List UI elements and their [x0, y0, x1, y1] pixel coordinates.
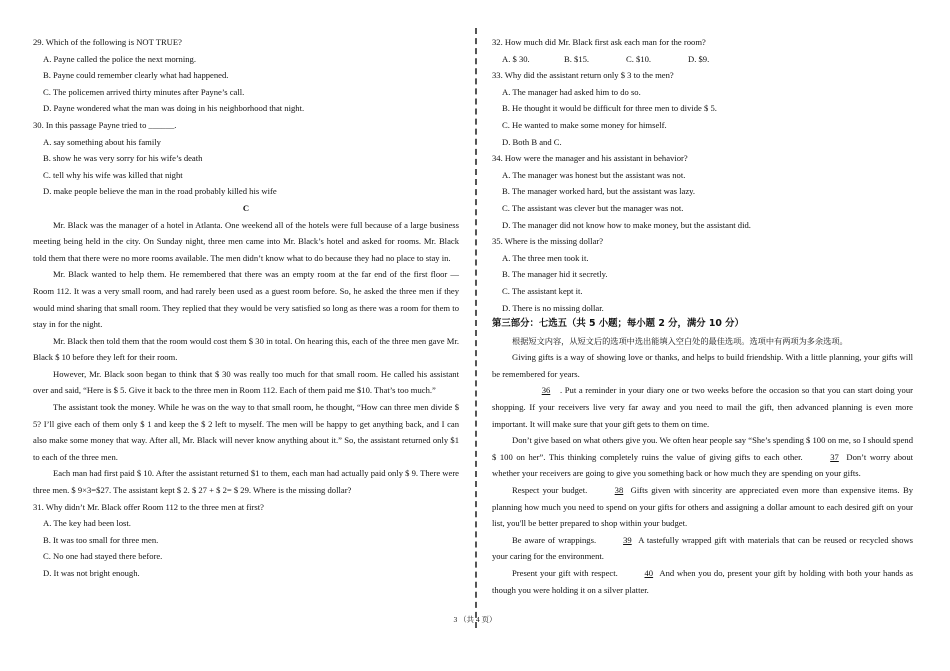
question-35: 35. Where is the missing dollar? [492, 236, 604, 247]
option: C. The policemen arrived thirty minutes after Payne’s call. [43, 86, 245, 97]
option: C. The assistant kept it. [502, 285, 583, 296]
option: A. The manager was honest but the assistant was not. [502, 169, 686, 180]
option: B. $15. [564, 53, 590, 64]
passage-paragraph: Respect your budget. 38 Gifts given with sincerity are appreciated even more than expensive items. By planning how much you need to spend on your gifts for others and assigning a dollar amount to each desired gift on your list, you'll be better prepared to shop within your budget. [492, 482, 913, 532]
option: A. $ 30. [502, 53, 530, 64]
option: C. No one had stayed there before. [43, 551, 163, 562]
blank-39[interactable]: 39 [623, 534, 632, 545]
blank-40[interactable]: 40 [644, 568, 654, 578]
option: D. It was not bright enough. [43, 568, 140, 578]
question-29: 29. Which of the following is NOT TRUE? [33, 37, 182, 47]
section-heading-c: C [242, 202, 250, 213]
option: A. The three men took it. [502, 252, 589, 263]
option: D. make people believe the man in the road probably killed his wife [43, 186, 277, 197]
option: D. There is no missing dollar. [502, 302, 604, 313]
passage-paragraph: Don’t give based on what others give you. We often hear people say “She’s spending $ 100 on me, so I should spend $ 100 on her”. This thinking completely ruins the value of giving gifts to each other. 37 Don’t worry about whether your receivers are going to give you something back or how much they are spending on your gifts. [492, 435, 914, 479]
blank-36[interactable]: 36 [541, 385, 551, 396]
right-column [492, 34, 913, 598]
passage-paragraph: Each man had first paid $ 10. After the assistant returned $1 to them, each man had actually paid only $ 9. There were three men. $ 9×3=$27. The assistant kept $ 2. $ 27 + $ 2= $ 29. Where is the missing dollar? [33, 468, 459, 496]
page-number: 3 （共 4 页） [453, 615, 497, 624]
passage-paragraph: Present your gift with respect. 40 And when you do, present your gift by holding with both your hands as though you were holding it on a silver platter. [492, 565, 913, 598]
blank-37[interactable]: 37 [830, 451, 839, 462]
option: B. He thought it would be difficult for three men to divide $ 5. [502, 103, 717, 114]
blank-38[interactable]: 38 [614, 485, 624, 496]
option: D. Both B and C. [502, 136, 562, 147]
passage-paragraph: Mr. Black wanted to help them. He remembered that there was an empty room at the far end of the first floor — Room 112. It was a very small room, and had rarely been used as a guest room before. So, he asked the three men if they would mind sharing that small room. They replied that they would be very satisfied so long as there was a room for them to stay in for the night. [33, 269, 459, 330]
option: A. Payne called the police the next morning. [43, 53, 196, 64]
passage-paragraph: The assistant took the money. While he was on the way to that small room, he thought, “How can three men divide $ 5? I’ll give each of them only $ 1 and keep the $ 2 left to myself. The men will be happy to get anything back, and I can also make some money that way. After all, Mr. Black will never know anything about it.” So, the assistant returned only $1 to each of the three men. [33, 402, 459, 462]
column-divider [475, 28, 477, 628]
left-column [33, 34, 459, 582]
passage-paragraph: Mr. Black was the manager of a hotel in Atlanta. One weekend all of the hotels were full because of a large business meeting being held in the city. On Sunday night, three men came into Mr. Black’s hotel and asked for rooms. Mr. Black told them that there were no more rooms available. The men didn’t know what to do because they had no place to stay in. [33, 219, 459, 263]
section-3-instructions: 根据短文内容，从短文后的选项中选出能填入空白处的最佳选项。选项中有两项为多余选项。 [512, 335, 848, 346]
option: B. The manager worked hard, but the assistant was lazy. [502, 186, 696, 197]
question-33: 33. Why did the assistant return only $ 3 to the men? [492, 70, 674, 81]
options-row [502, 51, 913, 68]
option: D. $9. [688, 53, 710, 64]
question-32: 32. How much did Mr. Black first ask each man for the room? [492, 37, 706, 47]
question-31: 31. Why didn’t Mr. Black offer Room 112 to the three men at first? [33, 501, 264, 512]
option: A. The key had been lost. [43, 518, 131, 529]
option: A. The manager had asked him to do so. [502, 86, 641, 97]
passage-paragraph: Be aware of wrappings. 39 A tastefully wrapped gift with materials that can be reused or recycled shows your caring for the environment. [492, 532, 913, 565]
option: B. The manager hid it secretly. [502, 269, 608, 280]
section-3-title: 第三部分：七选五（共 5 小题；每小题 2 分，满分 10 分） [492, 318, 744, 330]
option: C. The assistant was clever but the manager was not. [502, 202, 684, 213]
question-30: 30. In this passage Payne tried to ______. [33, 119, 177, 130]
passage-paragraph: Mr. Black then told them that the room would cost them $ 30 in total. On hearing this, each of the three men gave Mr. Black $ 10 before they left for their room. [33, 335, 459, 363]
option: B. show he was very sorry for his wife’s death [43, 153, 203, 164]
question-34: 34. How were the manager and his assistant in behavior? [492, 153, 688, 164]
option: B. It was too small for three men. [43, 534, 159, 545]
option: B. Payne could remember clearly what had happened. [43, 70, 229, 81]
passage-paragraph: However, Mr. Black soon began to think that $ 30 was really too much for that small room. He called his assistant over and said, “Here is $ 5. Give it back to the three men in Room 112. Each of them paid me $10. That’s too much.” [33, 368, 459, 396]
option: C. He wanted to make some money for himself. [502, 119, 667, 130]
passage-paragraph: 36 . Put a reminder in your diary one or two weeks before the occasion so that you can start doing your shopping. If your receivers live very far away and you need to mail the gift, then advanced planning is even more important. It will make sure that your gift gets to them on time. [492, 382, 913, 432]
option: C. $10. [626, 53, 652, 64]
option: D. The manager did not know how to make money, but the assistant did. [502, 219, 751, 230]
option: D. Payne wondered what the man was doing in his neighborhood that night. [43, 103, 305, 114]
option: A. say something about his family [43, 136, 161, 147]
passage-paragraph: Giving gifts is a way of showing love or thanks, and helps to build friendship. With a little planning, your gifts will be remembered for years. [492, 352, 913, 379]
option: C. tell why his wife was killed that night [43, 169, 183, 180]
